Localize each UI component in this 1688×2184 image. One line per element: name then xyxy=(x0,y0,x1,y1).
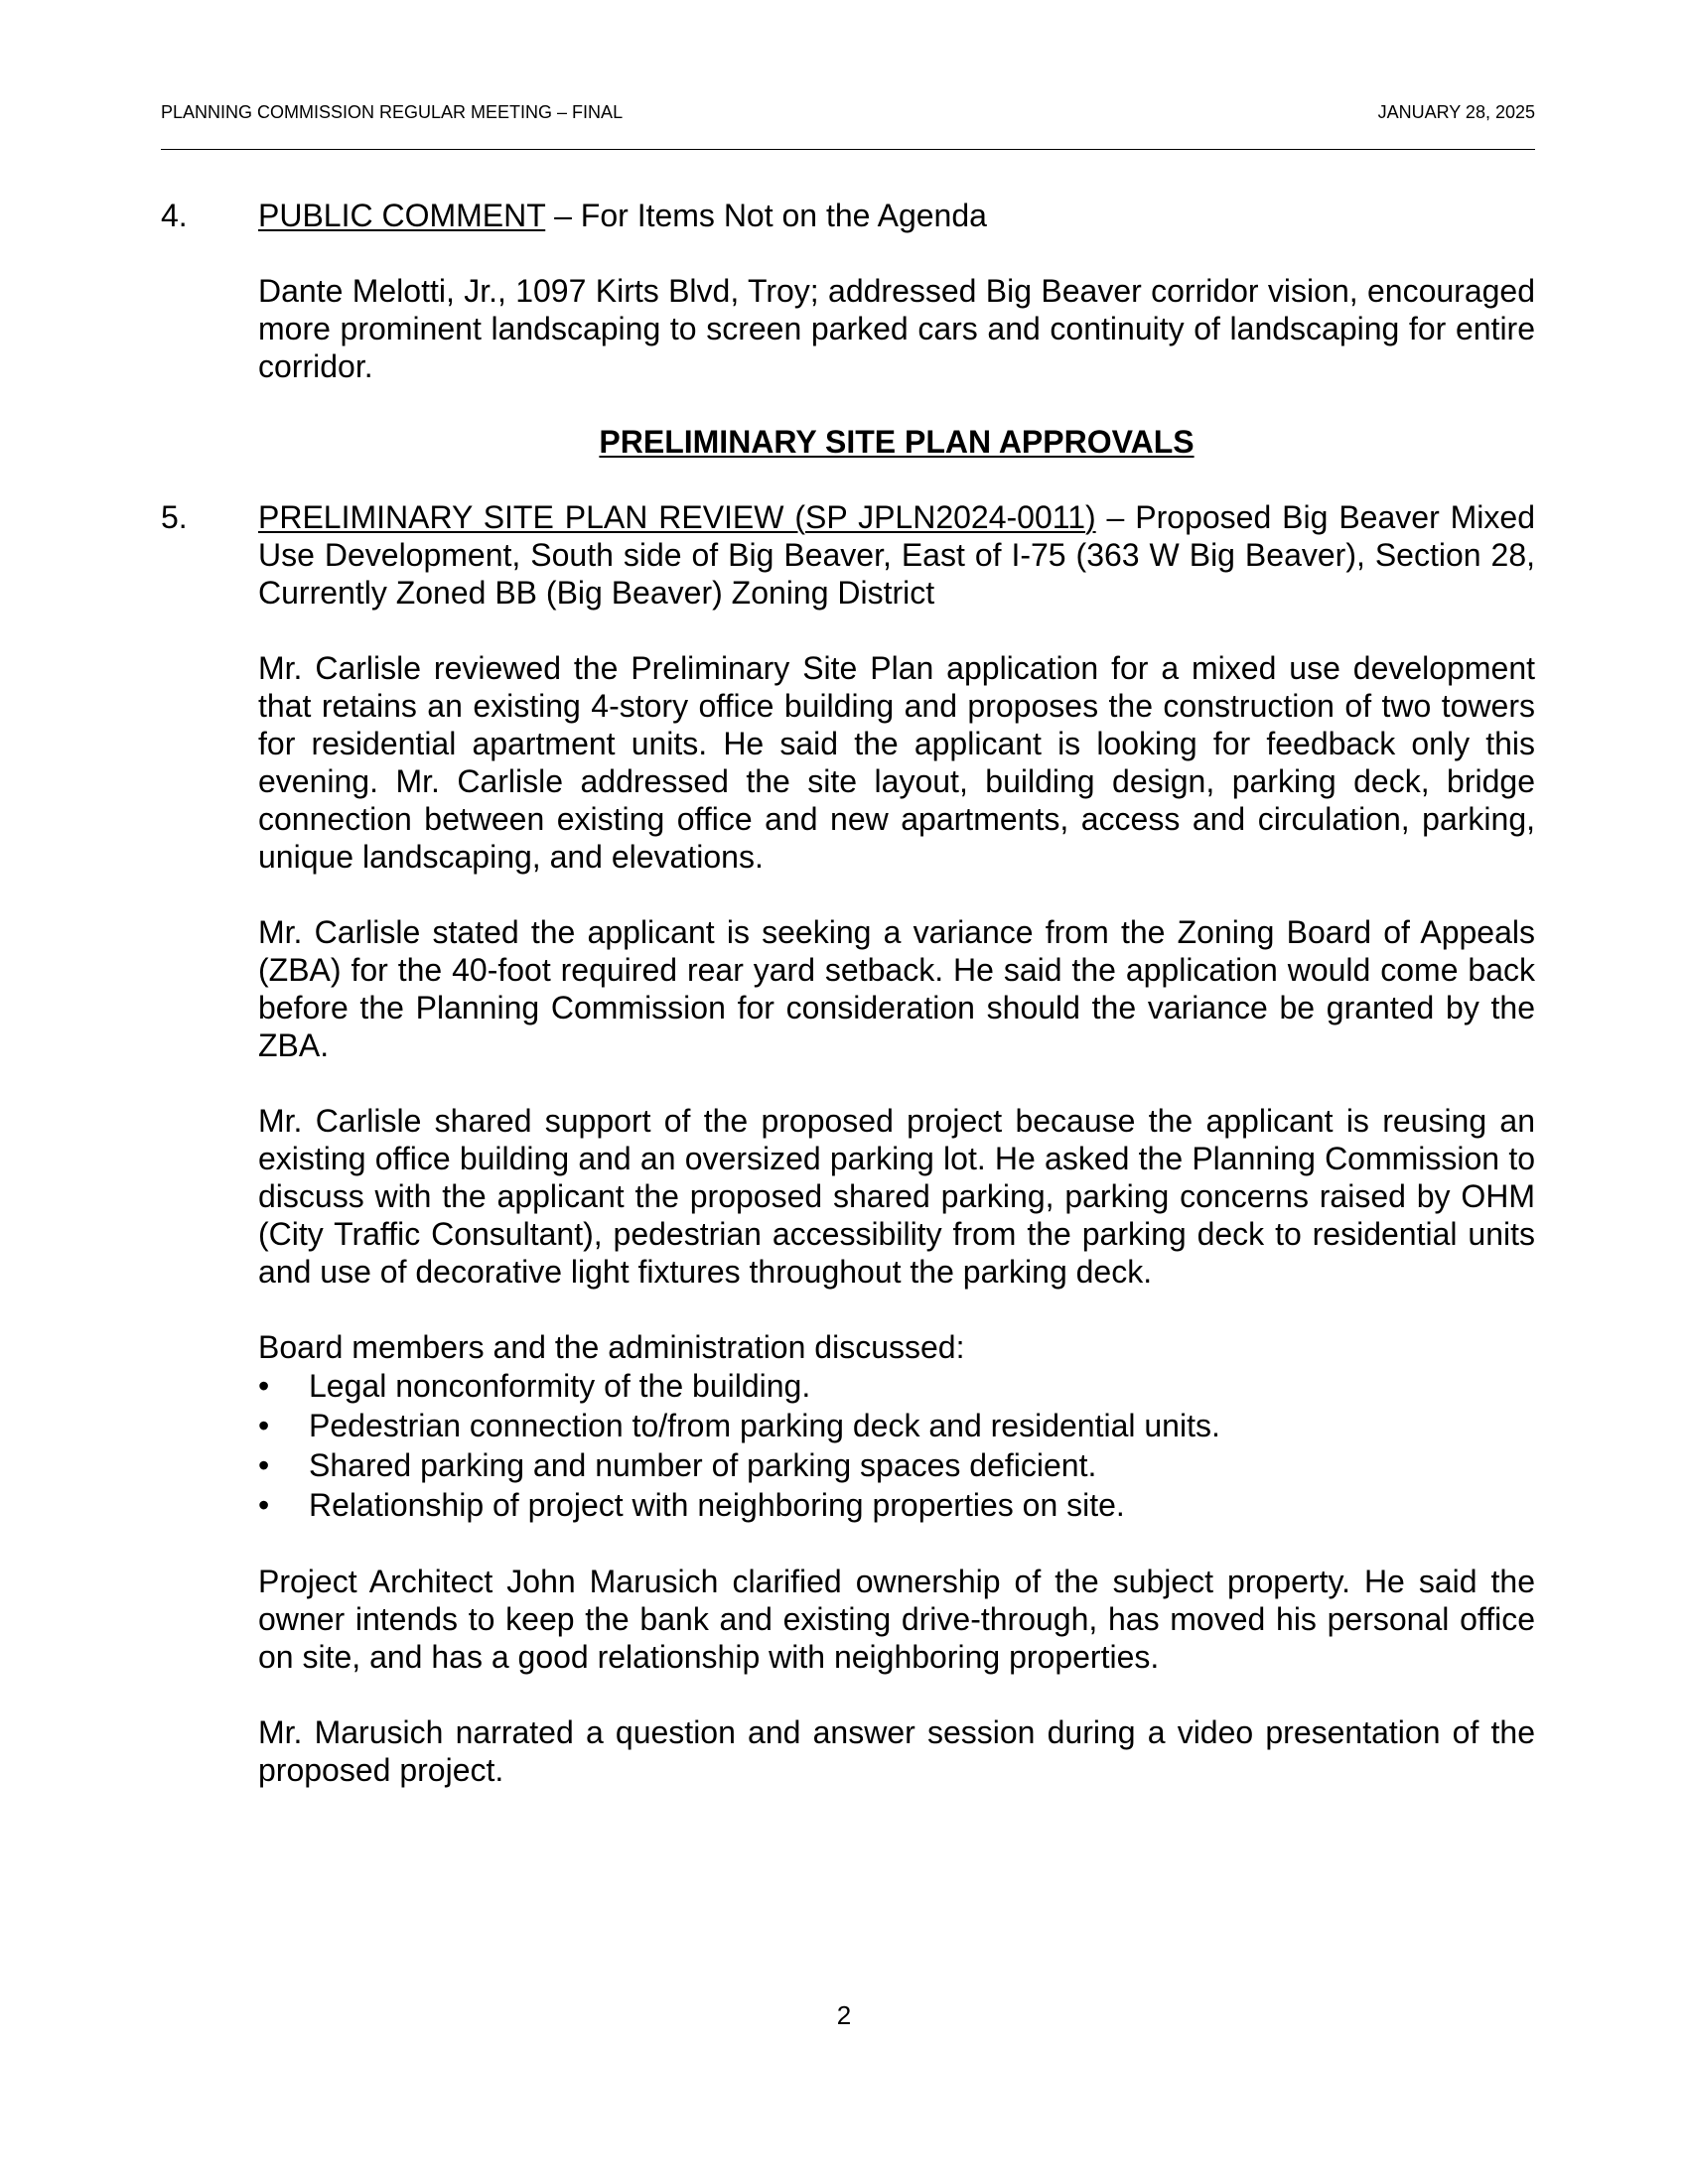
item-title: PRELIMINARY SITE PLAN REVIEW (SP JPLN2024-0011) xyxy=(258,499,1096,535)
document-body xyxy=(161,197,1535,1789)
paragraph: Mr. Carlisle stated the applicant is seeking a variance from the Zoning Board of Appeals (ZBA) for the 40-foot required rear yard setback. He said the application would come back before the Planning Commission for consideration should the variance be granted by the ZBA. xyxy=(258,914,1535,1063)
paragraph: Mr. Marusich narrated a question and answer session during a video presentation of the proposed project. xyxy=(258,1714,1535,1788)
list-item: • Shared parking and number of parking spaces deficient. xyxy=(258,1447,1097,1483)
agenda-item-4 xyxy=(161,197,1535,234)
bullet-icon: • xyxy=(258,1487,270,1523)
list-item: • Pedestrian connection to/from parking deck and residential units. xyxy=(258,1408,1220,1443)
item-title: PUBLIC COMMENT xyxy=(258,198,546,233)
list-item: • Relationship of project with neighboring properties on site. xyxy=(258,1487,1125,1523)
list-item: • Legal nonconformity of the building. xyxy=(258,1368,811,1404)
page-number: 2 xyxy=(836,2000,852,2030)
header-date: JANUARY 28, 2025 xyxy=(1377,102,1535,122)
header-divider xyxy=(161,149,1535,150)
paragraph: Project Architect John Marusich clarified ownership of the subject property. He said the owner intends to keep the bank and existing drive-through, has moved his personal office on site, and has a good relationship with neighboring properties. xyxy=(258,1564,1535,1675)
item-title-suffix: – For Items Not on the Agenda xyxy=(545,198,987,233)
item-number: 5. xyxy=(161,499,188,535)
agenda-item-5 xyxy=(161,498,1535,612)
bullet-icon: • xyxy=(258,1447,270,1483)
item-number: 4. xyxy=(161,198,188,233)
paragraph: Mr. Carlisle reviewed the Preliminary Site Plan application for a mixed use development that retains an existing 4-story office building and proposes the construction of two towers for residential apartment units. He said the applicant is looking for feedback only this evening. Mr. Carlisle addressed the site layout, building design, parking deck, bridge connection between existing office and new apartments, access and circulation, parking, unique landscaping, and elevations. xyxy=(258,650,1535,875)
bullet-icon: • xyxy=(258,1368,270,1404)
item-title-suffix: – Proposed Big Beaver Mixed Use Development, South side of Big Beaver, East of I-75 (363 W Big Beaver), Section 28, Currently Zoned BB (Big Beaver) Zoning District xyxy=(258,499,1536,611)
bullet-icon: • xyxy=(258,1408,270,1443)
paragraph: Mr. Carlisle shared support of the proposed project because the applicant is reusing an existing office building and an oversized parking lot. He asked the Planning Commission to discuss with the applicant the proposed shared parking, parking concerns raised by OHM (City Traffic Consultant), pedestrian accessibility from the parking deck to residential units and use of decorative light fixtures throughout the parking deck. xyxy=(258,1103,1535,1290)
public-comment-paragraph: Dante Melotti, Jr., 1097 Kirts Blvd, Troy; addressed Big Beaver corridor vision, encouraged more prominent landscaping to screen parked cars and continuity of landscaping for entire corridor. xyxy=(258,273,1535,384)
section-heading: PRELIMINARY SITE PLAN APPROVALS xyxy=(599,424,1195,460)
discussion-list xyxy=(258,1366,1535,1525)
header-meeting-title: PLANNING COMMISSION REGULAR MEETING – FINAL xyxy=(161,102,624,122)
discussion-intro: Board members and the administration discussed: xyxy=(258,1329,965,1365)
